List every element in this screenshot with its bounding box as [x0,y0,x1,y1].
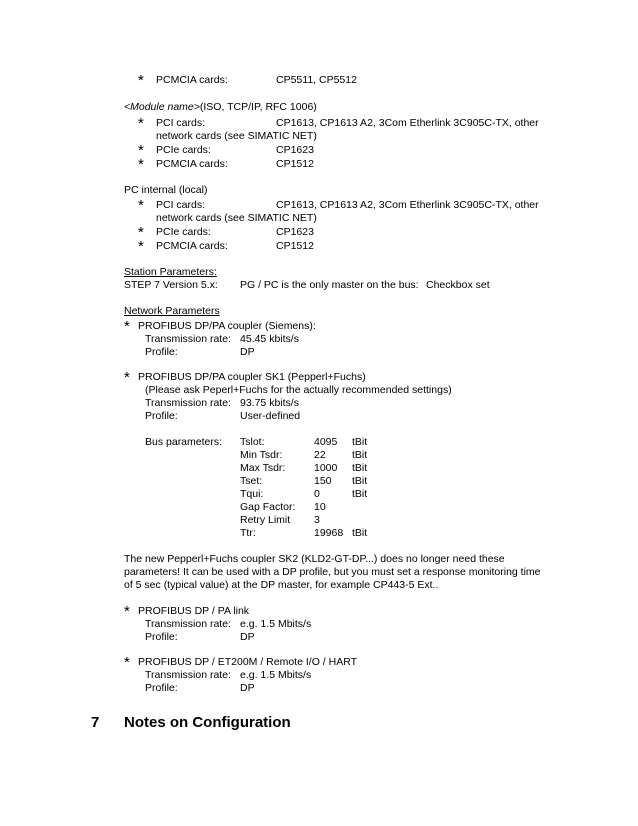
bullet-icon: * [138,238,144,255]
pcmcia-label: PCMCIA cards: [156,158,228,170]
param-value: 4095 [314,436,338,448]
network-heading: Network Parameters [124,305,220,317]
pci-value: CP1613, CP1613 A2, 3Com Etherlink 3C905C-TX, other [276,117,539,129]
param-unit: tBit [352,449,368,461]
bullet-icon: * [124,318,130,335]
param-unit: tBit [352,436,368,448]
coupler-title: PROFIBUS DP/PA coupler SK1 (Pepperl+Fuchs) [138,371,366,383]
profile-value: DP [240,682,255,694]
bullet-icon: * [138,115,144,132]
param-value: 150 [314,475,332,487]
pcie-label: PCIe cards: [156,144,211,156]
param-name: Gap Factor: [240,501,296,513]
bullet-icon: * [124,654,130,671]
rate-value: 93.75 kbits/s [240,397,299,409]
pci-value: CP1613, CP1613 A2, 3Com Etherlink 3C905C-TX, other [276,199,539,211]
coupler-title: PROFIBUS DP / PA link [138,605,250,617]
param-unit: tBit [352,527,368,539]
coupler-title: PROFIBUS DP / ET200M / Remote I/O / HART [138,656,358,668]
section-title: Notes on Configuration [124,714,291,731]
pcmcia-label: PCMCIA cards: [156,74,228,86]
coupler-note: (Please ask Peperl+Fuchs for the actually recommended settings) [145,384,452,396]
param-name: Tslot: [240,436,265,448]
profile-value: DP [240,631,255,643]
step7-label: STEP 7 Version 5.x: [124,279,218,291]
pcmcia-value: CP1512 [276,158,314,170]
pcmcia-value: CP1512 [276,240,314,252]
param-name: Min Tsdr: [240,449,283,461]
bus-label: Bus parameters: [145,436,223,448]
profile-label: Profile: [145,346,178,358]
param-unit: tBit [352,488,368,500]
module-heading-rest: (ISO, TCP/IP, RFC 1006) [199,101,317,113]
param-value: 0 [314,488,320,500]
pci-label: PCI cards: [156,117,206,129]
rate-value: 45.45 kbits/s [240,333,299,345]
sk2-paragraph-line: parameters! It can be used with a DP profile, but you must set a response monitoring time [124,566,541,578]
profile-value: DP [240,346,255,358]
rate-label: Transmission rate: [145,618,231,630]
rate-label: Transmission rate: [145,669,231,681]
profile-value: User-defined [240,410,301,422]
profile-label: Profile: [145,410,178,422]
rate-label: Transmission rate: [145,333,231,345]
param-value: 19968 [314,527,344,539]
pcie-value: CP1623 [276,226,314,238]
module-heading [124,101,317,114]
module-heading-italic: <Module name> [124,101,200,113]
pci-cont: network cards (see SIMATIC NET) [156,130,317,142]
station-heading: Station Parameters: [124,266,217,278]
rate-label: Transmission rate: [145,397,231,409]
bullet-icon: * [124,369,130,386]
bullet-icon: * [138,72,144,89]
param-value: 3 [314,514,320,526]
param-unit: tBit [352,475,368,487]
param-name: Max Tsdr: [240,462,286,474]
pcmcia-label: PCMCIA cards: [156,240,228,252]
param-name: Tqui: [240,488,264,500]
sk2-paragraph-line: The new Pepperl+Fuchs coupler SK2 (KLD2-GT-DP...) does no longer need these [124,553,505,565]
local-heading: PC internal (local) [124,184,208,196]
step7-value: PG / PC is the only master on the bus: [240,279,419,291]
coupler-title: PROFIBUS DP/PA coupler (Siemens): [138,320,316,332]
pcmcia-value: CP5511, CP5512 [276,74,357,86]
bullet-icon: * [138,224,144,241]
sk2-paragraph-line: of 5 sec (typical value) at the DP master, for example CP443-5 Ext.. [124,579,439,591]
param-unit: tBit [352,462,368,474]
bullet-icon: * [138,156,144,173]
param-name: Tset: [240,475,263,487]
pci-cont: network cards (see SIMATIC NET) [156,212,317,224]
rate-value: e.g. 1.5 Mbits/s [240,618,312,630]
bullet-icon: * [124,603,130,620]
pci-label: PCI cards: [156,199,206,211]
param-name: Ttr: [240,527,256,539]
step7-check: Checkbox set [426,279,490,291]
rate-value: e.g. 1.5 Mbits/s [240,669,312,681]
pcie-value: CP1623 [276,144,314,156]
pcie-label: PCIe cards: [156,226,211,238]
profile-label: Profile: [145,631,178,643]
bullet-icon: * [138,197,144,214]
bullet-icon: * [138,142,144,159]
param-value: 1000 [314,462,338,474]
param-name: Retry Limit [240,514,291,526]
param-value: 22 [314,449,326,461]
profile-label: Profile: [145,682,178,694]
section-number: 7 [91,714,100,731]
param-value: 10 [314,501,326,513]
